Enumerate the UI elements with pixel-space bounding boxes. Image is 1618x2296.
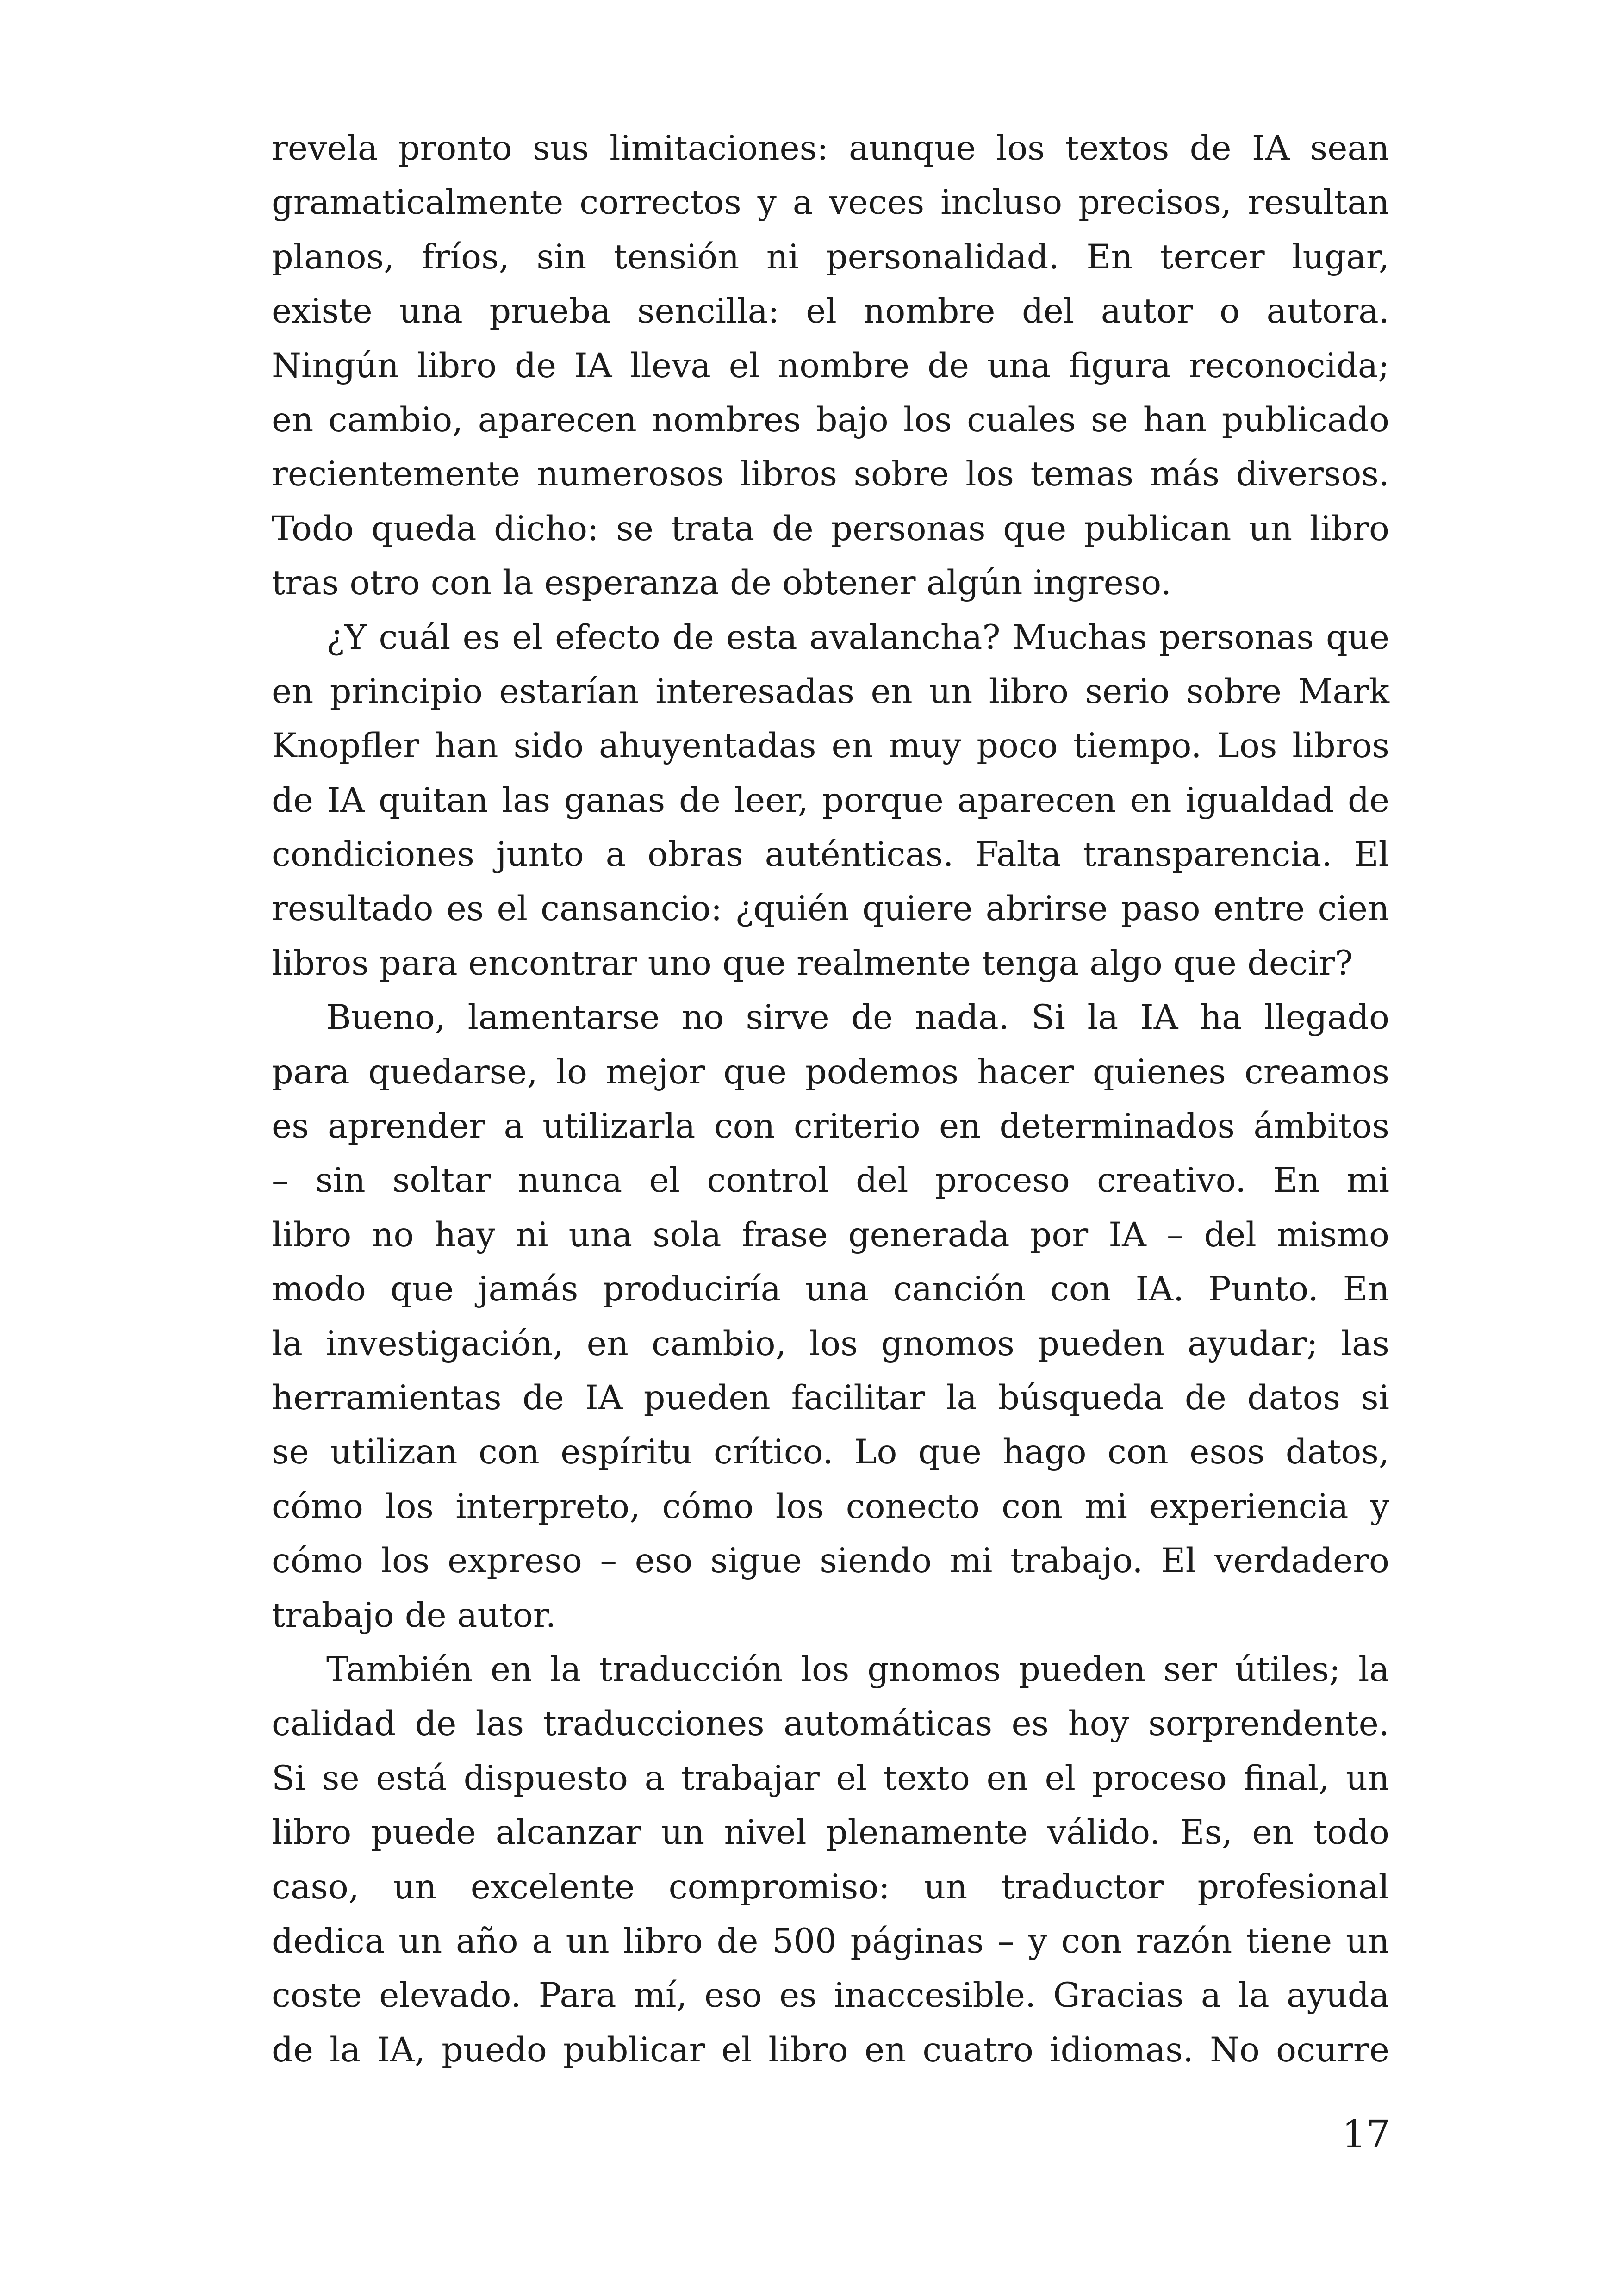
text-line: de IA quitan las ganas de leer, porque aparecen en igualdad de xyxy=(272,780,1389,820)
text-line: libro no hay ni una sola frase generada por IA – del mismo xyxy=(272,1215,1389,1255)
text-line: libros para encontrar uno que realmente tenga algo que decir? xyxy=(272,943,1353,983)
paragraph xyxy=(272,1643,1389,2077)
text-line: dedica un año a un libro de 500 páginas – y con razón tiene un xyxy=(272,1921,1389,1961)
text-line: Si se está dispuesto a trabajar el texto en el proceso final, un xyxy=(272,1758,1389,1798)
text-line: calidad de las traducciones automáticas es hoy sorprendente. xyxy=(272,1704,1389,1744)
paragraph xyxy=(272,610,1389,991)
text-line: recientemente numerosos libros sobre los temas más diversos. xyxy=(272,454,1389,494)
text-line: es aprender a utilizarla con criterio en determinados ámbitos xyxy=(272,1107,1389,1146)
text-line: la investigación, en cambio, los gnomos pueden ayudar; las xyxy=(272,1324,1389,1363)
text-line: Bueno, lamentarse no sirve de nada. Si la IA ha llegado xyxy=(326,998,1389,1038)
text-line: en cambio, aparecen nombres bajo los cuales se han publicado xyxy=(272,400,1389,440)
paragraph xyxy=(272,990,1389,1643)
text-line: herramientas de IA pueden facilitar la búsqueda de datos si xyxy=(272,1378,1389,1418)
text-line: Ningún libro de IA lleva el nombre de una figura reconocida; xyxy=(272,346,1389,386)
text-line: coste elevado. Para mí, eso es inaccesible. Gracias a la ayuda xyxy=(272,1976,1389,2016)
body-text xyxy=(272,121,1389,2077)
paragraph xyxy=(272,121,1389,610)
text-line: Knopfler han sido ahuyentadas en muy poco tiempo. Los libros xyxy=(272,726,1389,766)
text-line: se utilizan con espíritu crítico. Lo que hago con esos datos, xyxy=(272,1432,1389,1472)
text-line: revela pronto sus limitaciones: aunque los textos de IA sean xyxy=(272,129,1389,168)
text-line: trabajo de autor. xyxy=(272,1595,556,1635)
text-line: modo que jamás produciría una canción con IA. Punto. En xyxy=(272,1269,1389,1309)
text-line: libro puede alcanzar un nivel plenamente válido. Es, en todo xyxy=(272,1813,1389,1853)
text-line: condiciones junto a obras auténticas. Falta transparencia. El xyxy=(272,835,1389,875)
text-line: resultado es el cansancio: ¿quién quiere abrirse paso entre cien xyxy=(272,889,1389,929)
text-line: ¿Y cuál es el efecto de esta avalancha? Muchas personas que xyxy=(326,617,1389,657)
text-line: para quedarse, lo mejor que podemos hacer quienes creamos xyxy=(272,1052,1389,1092)
text-line: gramaticalmente correctos y a veces incluso precisos, resultan xyxy=(272,183,1389,223)
text-line: – sin soltar nunca el control del proceso creativo. En mi xyxy=(272,1161,1389,1201)
text-line: caso, un excelente compromiso: un traductor profesional xyxy=(272,1867,1389,1907)
text-line: Todo queda dicho: se trata de personas que publican un libro xyxy=(272,509,1389,548)
text-line: cómo los interpreto, cómo los conecto con mi experiencia y xyxy=(272,1487,1389,1526)
text-line: planos, fríos, sin tensión ni personalidad. En tercer lugar, xyxy=(272,237,1389,277)
text-line: También en la traducción los gnomos pueden ser útiles; la xyxy=(326,1649,1389,1689)
text-line: cómo los expreso – eso sigue siendo mi trabajo. El verdadero xyxy=(272,1541,1389,1581)
text-line: de la IA, puedo publicar el libro en cuatro idiomas. No ocurre xyxy=(272,2030,1389,2070)
text-line: tras otro con la esperanza de obtener algún ingreso. xyxy=(272,563,1172,603)
page-number: 17 xyxy=(1342,2113,1390,2157)
text-line: existe una prueba sencilla: el nombre del autor o autora. xyxy=(272,292,1389,331)
text-line: en principio estarían interesadas en un libro serio sobre Mark xyxy=(272,672,1389,711)
